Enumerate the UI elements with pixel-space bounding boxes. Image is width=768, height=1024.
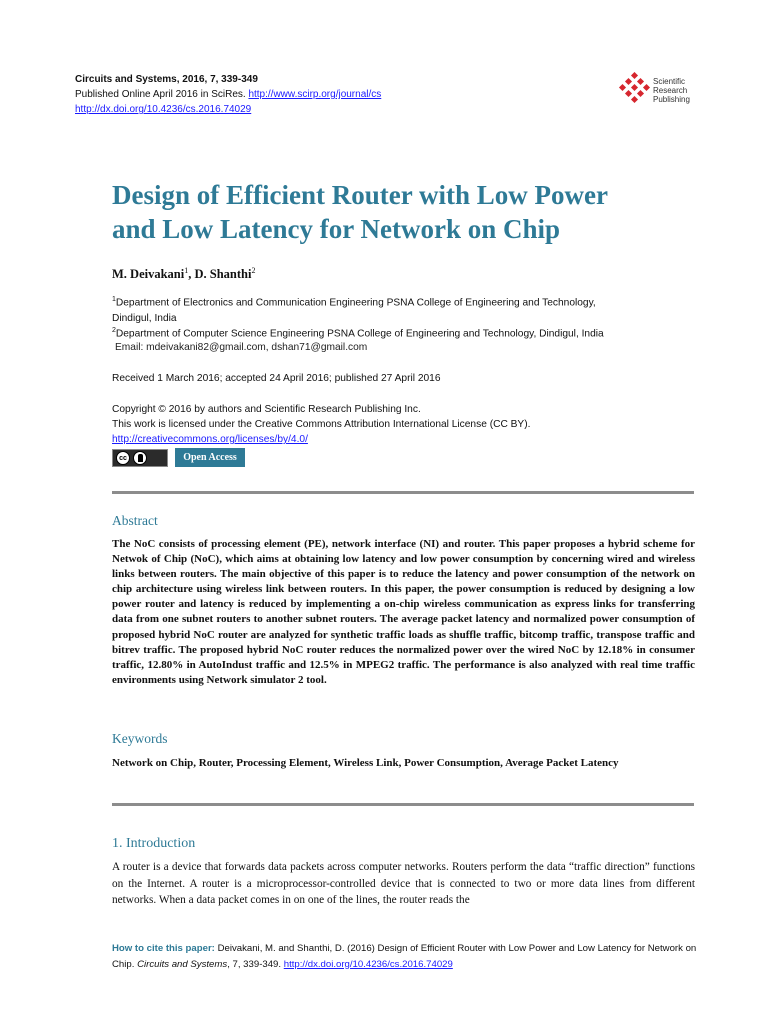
introduction-heading: 1. Introduction <box>112 836 196 851</box>
cc-icon: cc <box>116 451 130 465</box>
copyright-line: Copyright © 2016 by authors and Scientific Research Publishing Inc. <box>112 404 421 415</box>
citation-label: How to cite this paper: <box>112 943 215 954</box>
logo-line-3: Publishing <box>653 94 690 104</box>
author-emails: Email: mdeivakani82@gmail.com, dshan71@gmail.com <box>115 342 368 353</box>
affiliation-1-line-1: Department of Electronics and Communication Engineering PSNA College of Engineering and Technology, <box>115 297 596 309</box>
publisher-logo-text <box>653 77 690 104</box>
open-access-badge: Open Access <box>175 448 245 467</box>
abstract-heading: Abstract <box>112 513 158 528</box>
author-separator: , <box>188 267 195 282</box>
keywords-body: Network on Chip, Router, Processing Element, Wireless Link, Power Consumption, Average Packet Latency <box>112 757 619 769</box>
section-divider <box>112 803 694 806</box>
journal-link[interactable]: http://www.scirp.org/journal/cs <box>248 89 382 100</box>
author-2-affil: 2 <box>251 266 256 275</box>
section-divider <box>112 491 694 494</box>
author-2: D. Shanthi <box>194 267 252 282</box>
author-list <box>112 266 255 282</box>
citation-journal: Circuits and Systems <box>137 958 228 970</box>
citation-text: Deivakani, M. and Shanthi, D. (2016) Design of Efficient Router with Low Power and Low Latency for Network on Chip. <box>112 943 697 970</box>
by-person-icon <box>133 451 147 465</box>
copyright-block <box>112 402 530 447</box>
abstract-body: The NoC consists of processing element (PE), network interface (NI) and router. This paper proposes a hybrid scheme for Netwok of Chip (NoC), which aims at obtaining low latency and low power consumption by concerning wired and wireless links between routers. The main objective of this paper is to reduce the latency and power consumption of the network on chip architecture using wireless link between routers. In this paper, the power consumption is reduced by designing a low power router and latency is reduced by implementing a on-chip wireless communication as express links for transferring data from one subnet routers to another subnet routers. The average packet latency and normalized power consumption of proposed hybrid NoC router are analyzed for synthetic traffic loads as shuffle traffic, bitcomp traffic, transpose traffic and bitrev traffic. The proposed hybrid NoC router reduces the normalized power over the wired NoC by 12.18% in consumer traffic, 12.80% in AutoIndust traffic and 12.5% in MPEG2 traffic. The performance is also analyzed with real time traffic environments using Network simulator 2 tool. <box>112 538 695 686</box>
affiliation-1-sup: 1 <box>112 296 116 303</box>
license-link[interactable]: http://creativecommons.org/licenses/by/4.0/ <box>112 434 308 445</box>
published-line <box>75 87 381 102</box>
citation-block <box>112 941 702 972</box>
affiliation-2-line-1: Department of Computer Science Engineering PSNA College of Engineering and Technology, Dindigul, India <box>115 328 604 340</box>
logo-line-2: Research <box>653 85 688 95</box>
publisher-logo <box>618 70 708 110</box>
published-text: Published Online April 2016 in SciRes. <box>75 89 246 100</box>
logo-line-1: Scientific <box>653 76 686 86</box>
doi-link[interactable]: http://dx.doi.org/10.4236/cs.2016.74029 <box>75 104 252 115</box>
journal-header <box>75 72 381 117</box>
author-1: M. Deivakani <box>112 267 185 282</box>
affiliation-2-sup: 2 <box>112 327 116 334</box>
title-line-1: Design of Efficient Router with Low Power <box>112 180 608 210</box>
keywords-heading: Keywords <box>112 731 168 746</box>
license-line: This work is licensed under the Creative Commons Attribution International License (CC BY). <box>112 419 531 430</box>
introduction-body: A router is a device that forwards data packets across computer networks. Routers perform the data “traffic direction” functions on the Internet. A router is a microprocessor-controlled device that is connected to two or more data lines from different networks. When a data packet comes in on one of the lines, the router reads the <box>112 861 695 906</box>
journal-citation: Circuits and Systems, 2016, 7, 339-349 <box>75 74 258 85</box>
publisher-logo-icon <box>618 72 650 108</box>
affiliation-1-line-2: Dindigul, India <box>112 313 177 325</box>
author-1-affil: 1 <box>184 266 189 275</box>
title-line-2: and Low Latency for Network on Chip <box>112 214 561 244</box>
cc-by-badge[interactable] <box>112 449 168 467</box>
paper-title <box>112 178 702 246</box>
received-dates: Received 1 March 2016; accepted 24 April 2016; published 27 April 2016 <box>112 373 441 384</box>
citation-volume: , 7, 339-349. <box>227 958 282 970</box>
citation-doi-link[interactable]: http://dx.doi.org/10.4236/cs.2016.74029 <box>283 958 453 970</box>
